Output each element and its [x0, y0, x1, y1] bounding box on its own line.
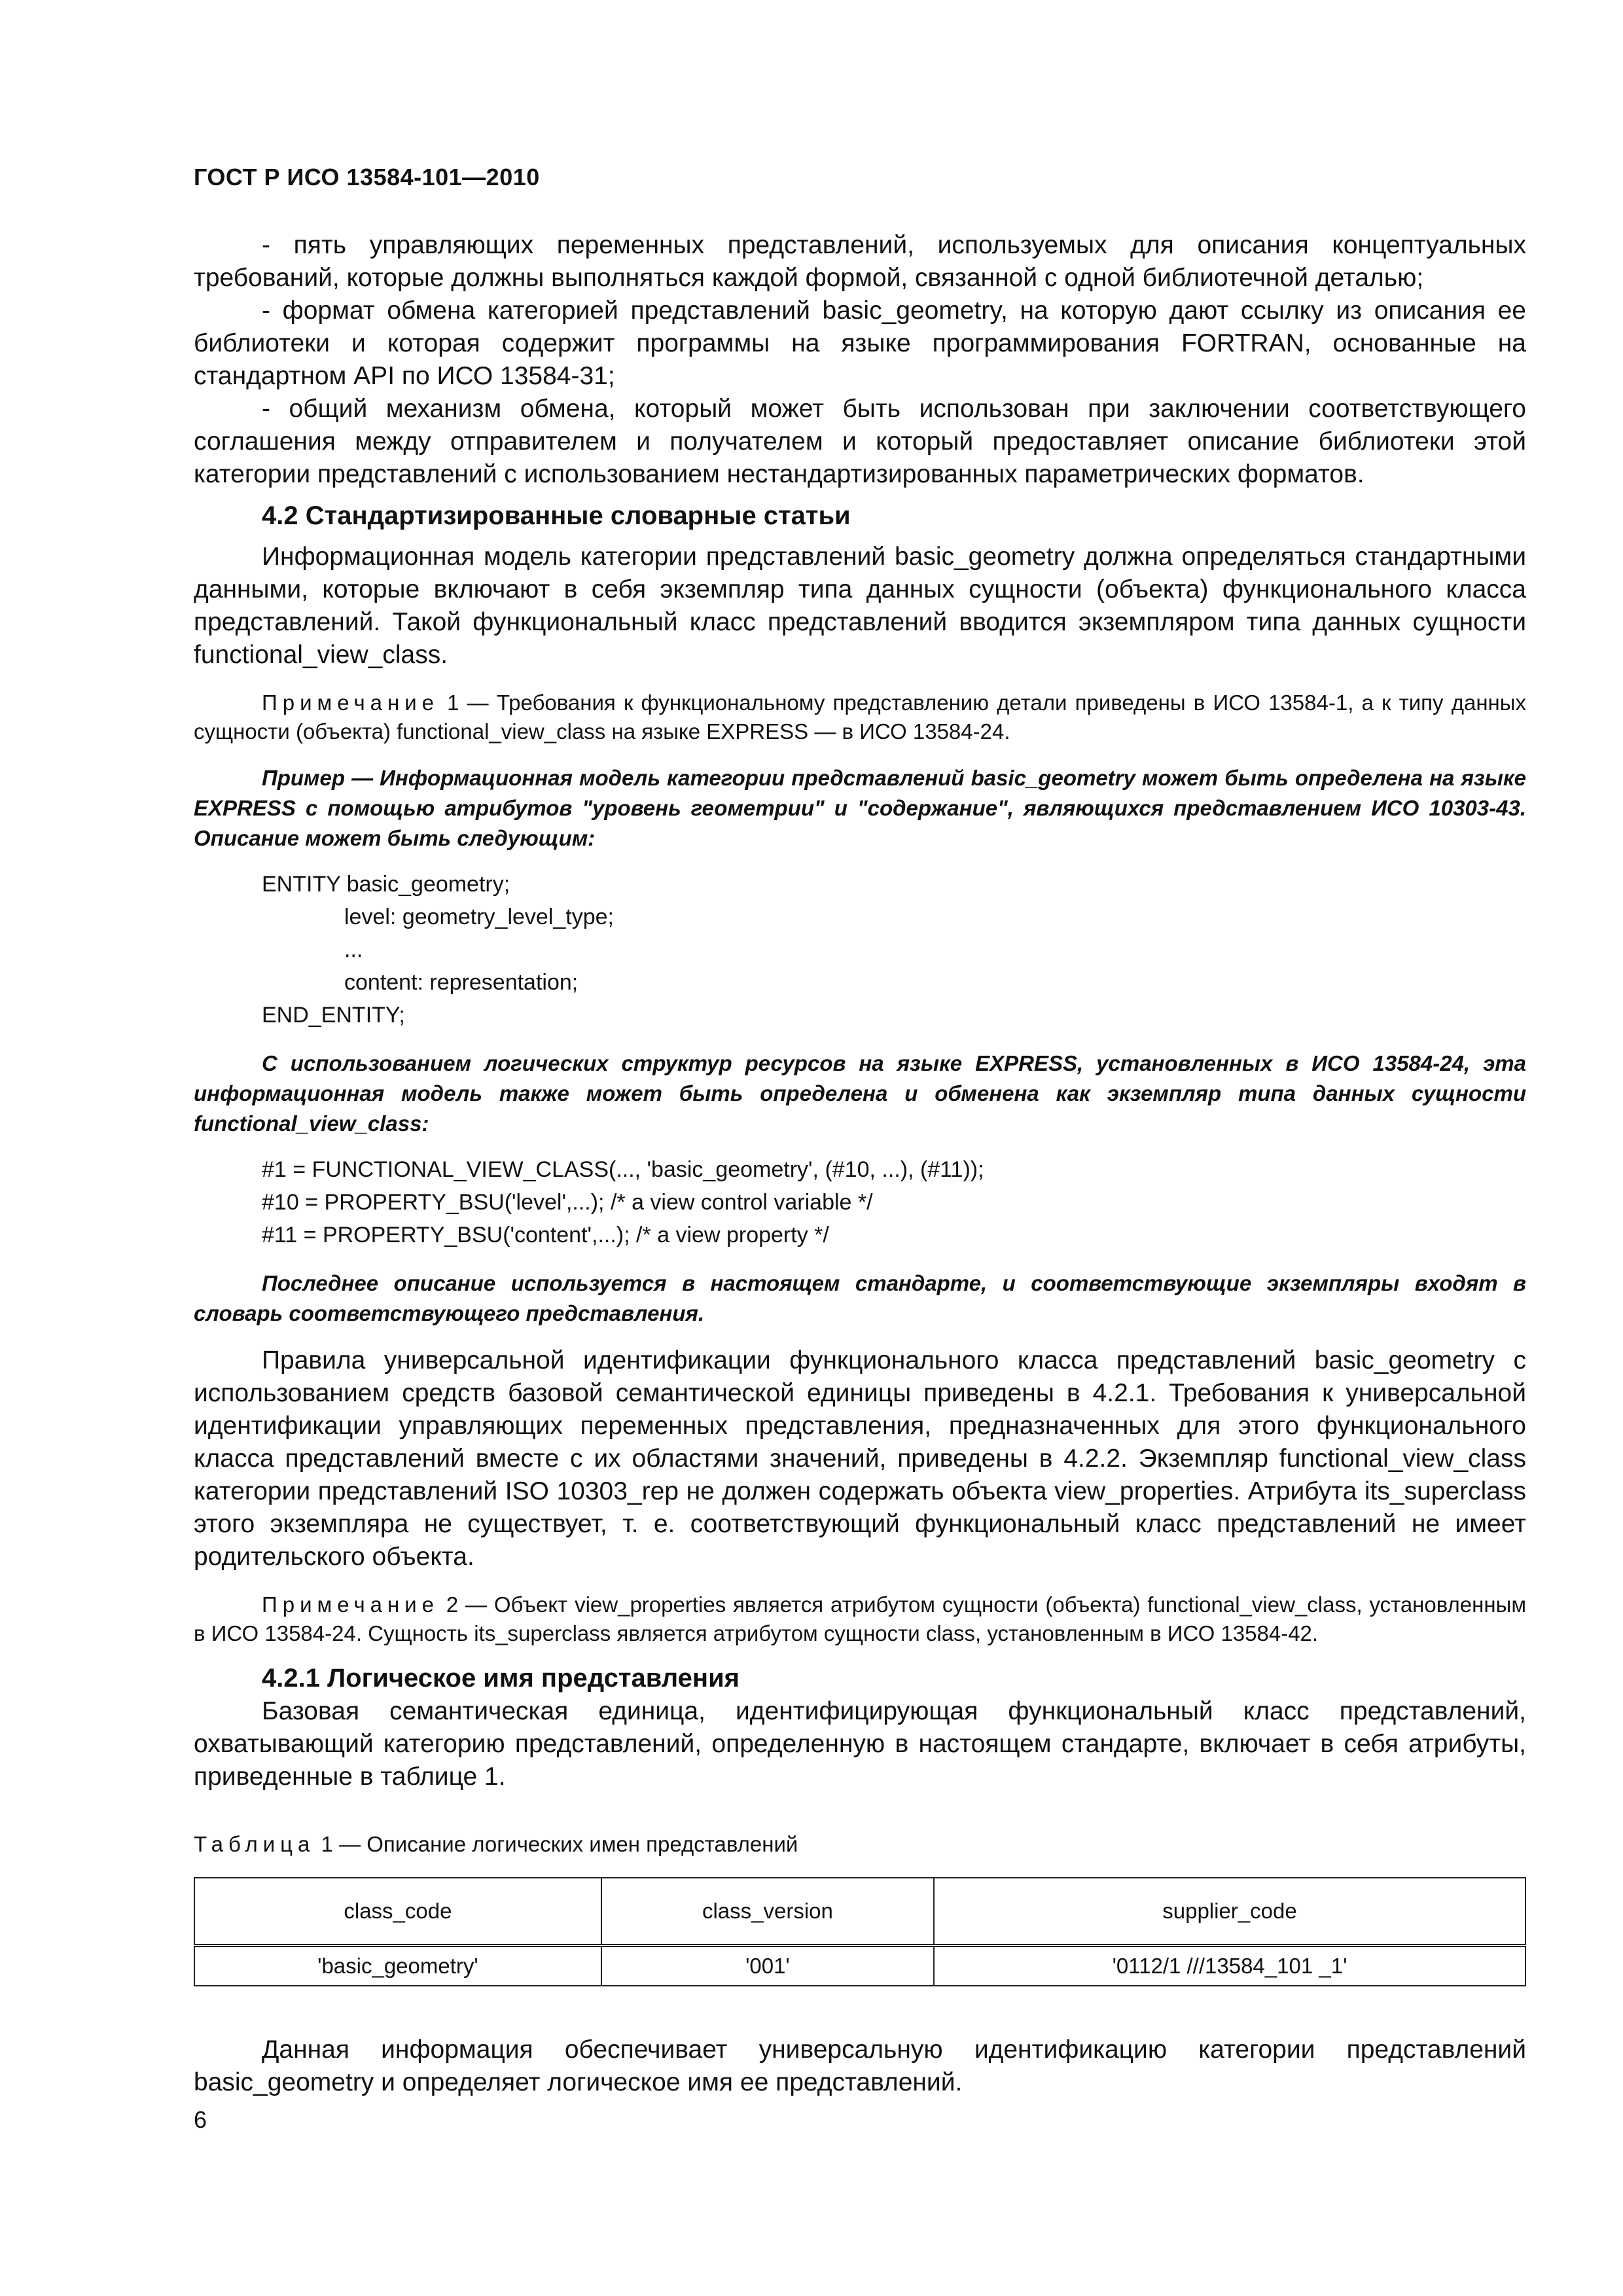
code-line: #10 = PROPERTY_BSU('level',...); /* a view control variable */	[262, 1190, 873, 1215]
paragraph-info-model: Информационная модель категории представлений basic_geometry должна определяться стандартными данными, которые включают в себя экземпляр типа данных сущности (объекта) функционального класса представлений. Такой функциональный класс представлений вводится экземпляром типа данных сущности functional_view_class.	[194, 543, 1526, 669]
list-item-1: - пять управляющих переменных представлений, используемых для описания концептуальных требований, которые должны выполняться каждой формой, связанной с одной библиотечной деталью;	[194, 231, 1526, 292]
table-1	[194, 1877, 1526, 1986]
table-cell: 'basic_geometry'	[194, 1946, 601, 1986]
example-paragraph-2: С использованием логических структур ресурсов на языке EXPRESS, установленных в ИСО 13584-24, эта информационная модель также может быть определена и обменена как экземпляр типа данных сущности functional_view_class:	[194, 1051, 1526, 1136]
code-line: #11 = PROPERTY_BSU('content',...); /* a view property */	[262, 1223, 829, 1247]
note-1-label: Примечание	[262, 691, 440, 715]
paragraph-identification-rules: Правила универсальной идентификации функционального класса представлений basic_geometry с использованием средств базовой семантической единицы приведены в 4.2.1. Требования к универсальной идентификации управляющих переменных представления, предназначенных для этого функционального класса представлений вместе с их областями значений, приведены в 4.2.2. Экземпляр functional_view_class категории представлений ISO 10303_rep не должен содержать объекта view_properties. Атрибута its_superclass этого экземпляра не существует, т. е. соответствующий функциональный класс представлений не имеет родительского объекта.	[194, 1346, 1526, 1571]
table-cell: '001'	[601, 1946, 934, 1986]
code-line: content: representation;	[344, 970, 579, 995]
table-header-row	[194, 1878, 1525, 1946]
list-item-3: - общий механизм обмена, который может быть использован при заключении соответствующего соглашения между отправителем и получателем и который предоставляет описание библиотеки этой категории представлений с использованием нестандартизированных параметрических форматов.	[194, 395, 1526, 488]
document-body	[194, 229, 1526, 2099]
paragraph-conclusion: Данная информация обеспечивает универсальную идентификацию категории представлений basic_geometry и определяет логическое имя ее представлений.	[194, 2036, 1526, 2096]
note-1	[194, 689, 1526, 746]
code-block-instances	[262, 1153, 1526, 1251]
table-header-cell: class_version	[601, 1878, 934, 1946]
note-1-text: 1 — Требования к функциональному представлению детали приведены в ИСО 13584-1, а к типу данных сущности (объекта) functional_view_class на языке EXPRESS — в ИСО 13584-24.	[194, 691, 1526, 744]
table-caption-label: Таблица	[194, 1832, 315, 1856]
table-header-cell: class_code	[194, 1878, 601, 1946]
list-item-2: - формат обмена категорией представлений basic_geometry, на которую дают ссылку из описания ее библиотеки и которая содержит программы на языке программирования FORTRAN, основанные на стандартном API по ИСО 13584-31;	[194, 296, 1526, 390]
paragraph-semantic-unit: Базовая семантическая единица, идентифицирующая функциональный класс представлений, охватывающий категорию представлений, определенную в настоящем стандарте, включает в себя атрибуты, приведенные в таблице 1.	[194, 1697, 1526, 1791]
document-id: ГОСТ Р ИСО 13584-101—2010	[194, 164, 540, 190]
note-2	[194, 1590, 1526, 1648]
section-heading-4-2: 4.2 Стандартизированные словарные статьи	[262, 501, 851, 530]
code-line: END_ENTITY;	[262, 1003, 405, 1028]
section-heading-4-2-1: 4.2.1 Логическое имя представления	[262, 1664, 740, 1693]
table-header-cell: supplier_code	[934, 1878, 1525, 1946]
code-line: #1 = FUNCTIONAL_VIEW_CLASS(..., 'basic_geometry', (#10, ...), (#11));	[262, 1157, 984, 1182]
table-cell: '0112/1 ///13584_101 _1'	[934, 1946, 1525, 1986]
table-caption-text: 1 — Описание логических имен представлений	[315, 1832, 798, 1856]
example-paragraph-3: Последнее описание используется в настоящем стандарте, и соответствующие экземпляры входят в словарь соответствующего представления.	[194, 1271, 1526, 1325]
code-line: level: geometry_level_type;	[344, 905, 615, 929]
note-2-label: Примечание	[262, 1592, 440, 1617]
code-line: ENTITY basic_geometry;	[262, 872, 510, 897]
note-2-text: 2 — Объект view_properties является атрибутом сущности (объекта) functional_view_class, установленным в ИСО 13584-24. Сущность its_superclass является атрибутом сущности class, установленным в ИСО 13584-42.	[194, 1592, 1526, 1645]
page-number: 6	[194, 2106, 207, 2133]
table-row	[194, 1946, 1525, 1986]
table-caption	[194, 1830, 1526, 1859]
example-paragraph-1: Пример — Информационная модель категории представлений basic_geometry может быть определена на языке EXPRESS с помощью атрибутов "уровень геометрии" и "содержание", являющихся представлением ИСО 10303-43. Описание может быть следующим:	[194, 766, 1526, 850]
code-line: ...	[344, 937, 363, 962]
code-block-entity	[262, 868, 1526, 1031]
